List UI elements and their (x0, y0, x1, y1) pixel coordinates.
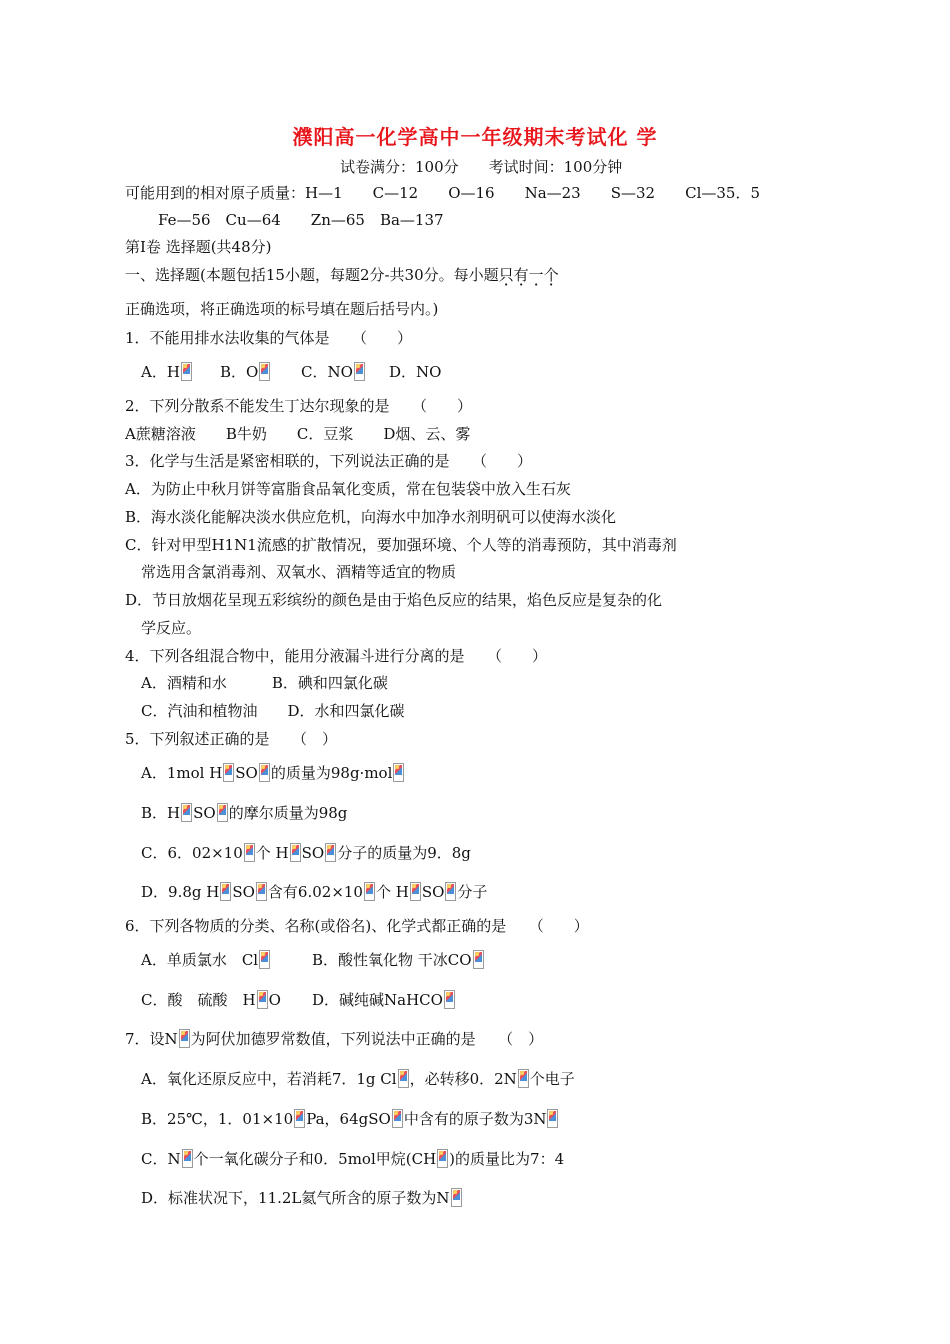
formula-image-icon (220, 882, 231, 901)
q6-option-b: B．酸性氧化物 干冰CO (312, 950, 485, 970)
q3-option-c-line-1: C．针对甲型H1N1流感的扩散情况，要加强环境、个人等的消毒预防，其中消毒剂 (125, 536, 677, 554)
q6-option-c: C．酸 硫酸 H O (141, 991, 281, 1009)
formula-image-icon (547, 1109, 558, 1128)
q4-options-cd: C．汽油和植物油 D．水和四氯化碳 (141, 702, 405, 720)
formula-image-icon (437, 1149, 448, 1168)
q6-option-a: A．单质氯水 Cl (141, 950, 271, 970)
section-heading: 第Ⅰ卷 选择题(共48分) (125, 238, 272, 256)
part1-intro-line-2: 正确选项，将正确选项的标号填在题后括号内。) (125, 300, 439, 318)
formula-image-icon (354, 362, 365, 381)
q7-option-b: B．25℃，1．01×10 Pa，64gSO 中含有的原子数为3N (141, 1109, 559, 1129)
q5-option-a: A．1mol H SO 的质量为98g·mol (141, 763, 405, 783)
q7-option-d: D．标准状况下，11.2L氦气所含的原子数为N (141, 1188, 463, 1208)
formula-image-icon (393, 763, 404, 782)
q2-stem: 2．下列分散系不能发生丁达尔现象的是 （ ） (125, 397, 473, 415)
q4-options-ab: A．酒精和水 B．碘和四氯化碳 (141, 674, 388, 692)
formula-image-icon (392, 1109, 403, 1128)
q4-stem: 4．下列各组混合物中，能用分液漏斗进行分离的是 （ ） (125, 647, 548, 665)
q7-option-c: C．N 个一氧化碳分子和0．5mol甲烷(CH )的质量比为7：4 (141, 1150, 565, 1168)
formula-image-icon (398, 1069, 409, 1088)
q1-option-d: D．NO (389, 363, 442, 381)
formula-image-icon (257, 990, 268, 1009)
q7-option-a: A．氧化还原反应中，若消耗7．1g Cl ，必转移0．2N 个电子 (141, 1070, 575, 1088)
formula-image-icon (445, 882, 456, 901)
formula-image-icon (217, 803, 228, 822)
part1-intro-line-1 (125, 265, 559, 285)
atomic-mass-line-2: Fe—56 Cu—64 Zn—65 Ba—137 (158, 211, 444, 229)
formula-image-icon (256, 882, 267, 901)
exam-title: 濮阳高一化学高中一年级期末考试化 学 (292, 125, 658, 149)
formula-image-icon (181, 362, 192, 381)
formula-image-icon (179, 1029, 190, 1048)
exam-info: 试卷满分：100分 考试时间：100分钟 (340, 158, 623, 176)
formula-image-icon (182, 1149, 193, 1168)
formula-image-icon (518, 1069, 529, 1088)
q3-option-d-line-2: 学反应。 (141, 619, 202, 637)
q5-option-d: D．9.8g H SO 含有6.02×10 个 H SO 分子 (141, 883, 488, 901)
formula-image-icon (364, 882, 375, 901)
formula-image-icon (244, 843, 255, 862)
q3-option-d-line-1: D．节日放烟花呈现五彩缤纷的颜色是由于焰色反应的结果，焰色反应是复杂的化 (125, 591, 663, 609)
formula-image-icon (223, 763, 234, 782)
q7-stem: 7．设N 为阿伏加德罗常数值，下列说法中正确的是 （ ） (125, 1030, 544, 1048)
q1-option-a: A．H (141, 362, 193, 382)
q2-options: A蔗糖溶液 B牛奶 C．豆浆 D烟、云、雾 (125, 425, 471, 443)
q6-option-d: D．碱纯碱NaHCO (312, 990, 456, 1010)
q3-stem: 3．化学与生活是紧密相联的，下列说法正确的是 （ ） (125, 452, 533, 470)
part1-intro-text: 一、选择题(本题包括15小题，每题2分-共30分。每小题 (125, 266, 499, 284)
atomic-mass-line-1: 可能用到的相对原子质量：H—1 C—12 O—16 Na—23 S—32 Cl—35．5 (125, 184, 760, 202)
formula-image-icon (410, 882, 421, 901)
formula-image-icon (259, 763, 270, 782)
formula-image-icon (181, 803, 192, 822)
formula-image-icon (473, 950, 484, 969)
q3-option-c-line-2: 常选用含氯消毒剂、双氧水、酒精等适宜的物质 (141, 563, 457, 581)
formula-image-icon (290, 843, 301, 862)
formula-image-icon (294, 1109, 305, 1128)
q6-stem: 6．下列各物质的分类、名称(或俗名)、化学式都正确的是 （ ） (125, 917, 589, 935)
q1-option-c: C．NO (301, 362, 366, 382)
formula-image-icon (451, 1188, 462, 1207)
formula-image-icon (444, 990, 455, 1009)
formula-image-icon (259, 950, 270, 969)
formula-image-icon (325, 843, 336, 862)
q5-option-b: B．H SO 的摩尔质量为98g (141, 804, 348, 822)
formula-image-icon (259, 362, 270, 381)
q1-stem: 1．不能用排水法收集的气体是 （ ） (125, 329, 413, 347)
q1-option-b: B．O (220, 362, 271, 382)
part1-intro-emphasis: 只有一个 (498, 266, 559, 284)
q5-option-c: C．6．02×10 个 H SO 分子的质量为9．8g (141, 844, 471, 862)
q3-option-b: B．海水淡化能解决淡水供应危机，向海水中加净水剂明矾可以使海水淡化 (125, 508, 617, 526)
q3-option-a: A．为防止中秋月饼等富脂食品氧化变质，常在包装袋中放入生石灰 (125, 480, 571, 498)
q5-stem: 5．下列叙述正确的是 （ ） (125, 730, 338, 748)
